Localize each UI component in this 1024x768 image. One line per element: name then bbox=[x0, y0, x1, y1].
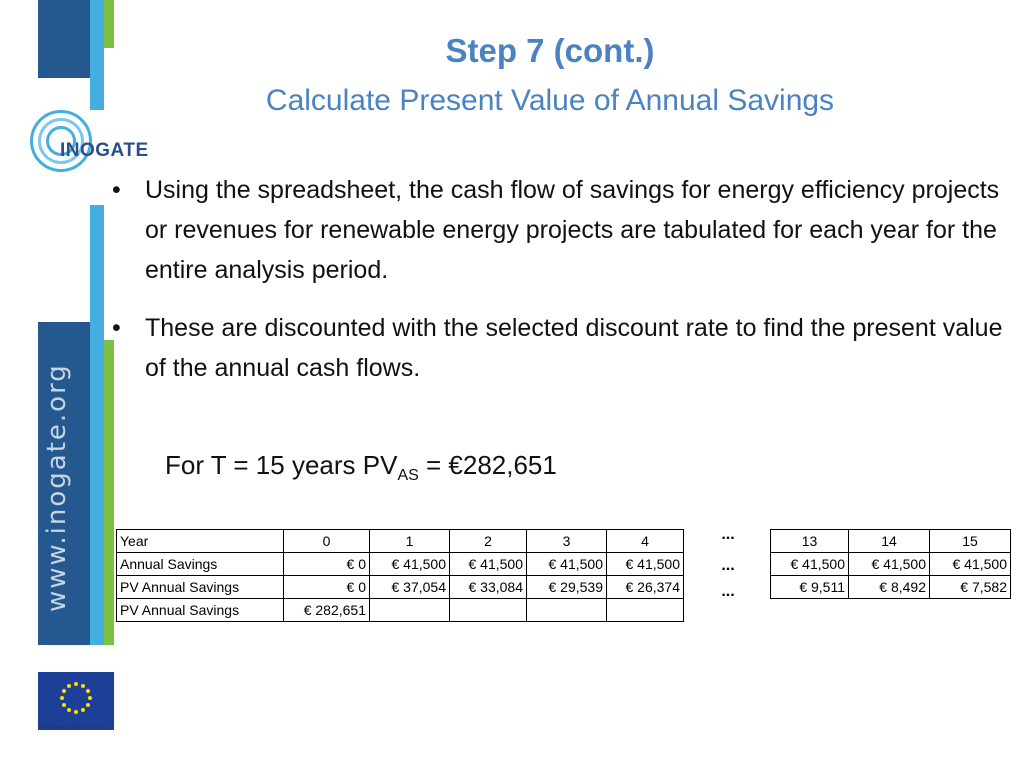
table-row bbox=[771, 553, 1011, 576]
table-row bbox=[117, 553, 684, 576]
table-cell: € 9,511 bbox=[771, 576, 849, 599]
table-row bbox=[771, 530, 1011, 553]
table-row bbox=[117, 576, 684, 599]
table-cell: € 41,500 bbox=[771, 553, 849, 576]
table-cell: € 41,500 bbox=[607, 553, 684, 576]
row-label: PV Annual Savings bbox=[117, 576, 284, 599]
table-cell: € 26,374 bbox=[607, 576, 684, 599]
table-row bbox=[771, 576, 1011, 599]
pv-formula bbox=[165, 450, 557, 485]
row-label: Annual Savings bbox=[117, 553, 284, 576]
table-cell: € 41,500 bbox=[450, 553, 527, 576]
row-label: PV Annual Savings bbox=[117, 599, 284, 622]
bullet-text: Using the spreadsheet, the cash flow of savings for energy efficiency projects or revenues for renewable energy projects are tabulated for each year for the entire analysis period. bbox=[145, 176, 1000, 284]
table-cell: € 41,500 bbox=[930, 553, 1011, 576]
eu-caption: PROGRAMME FUNDED BY THE EU bbox=[38, 724, 105, 729]
sidebar-strip-green-top bbox=[104, 0, 114, 48]
empty-cell bbox=[450, 599, 527, 622]
table-cell: 2 bbox=[450, 530, 527, 553]
table-cell: € 29,539 bbox=[527, 576, 607, 599]
table-cell: € 282,651 bbox=[284, 599, 370, 622]
table-cell: € 0 bbox=[284, 553, 370, 576]
sidebar-strip-dark-top bbox=[38, 0, 90, 78]
slide-title: Step 7 (cont.) bbox=[445, 32, 655, 69]
table-cell: 3 bbox=[527, 530, 607, 553]
eu-stars-icon bbox=[38, 672, 114, 730]
bullet-item bbox=[112, 308, 1017, 388]
ellipsis-marker: ... bbox=[721, 583, 735, 600]
empty-cell bbox=[607, 599, 684, 622]
ellipsis-marker: ... bbox=[721, 526, 735, 543]
table-cell: € 0 bbox=[284, 576, 370, 599]
table-cell: € 41,500 bbox=[527, 553, 607, 576]
table-cell: 0 bbox=[284, 530, 370, 553]
ellipsis-marker: ... bbox=[721, 557, 735, 574]
table-cell: € 7,582 bbox=[930, 576, 1011, 599]
row-label: Year bbox=[117, 530, 284, 553]
bullet-text: These are discounted with the selected discount rate to find the present value of the annual cash flows. bbox=[145, 314, 1003, 382]
table-row bbox=[117, 530, 684, 553]
sidebar-strip-light-top bbox=[90, 0, 104, 110]
table-cell: € 8,492 bbox=[849, 576, 930, 599]
side-url-text: www.inogate.org bbox=[42, 363, 72, 612]
empty-cell bbox=[527, 599, 607, 622]
eu-flag-icon bbox=[38, 672, 114, 730]
empty-cell bbox=[370, 599, 450, 622]
spreadsheet-table-left bbox=[116, 529, 684, 622]
bullet-dot-icon: • bbox=[112, 314, 121, 342]
formula-subscript: AS bbox=[397, 467, 419, 485]
inogate-logo-text: INOGATE bbox=[60, 140, 149, 161]
bullet-item bbox=[112, 170, 1017, 290]
formula-prefix: For T = 15 years PV bbox=[165, 450, 398, 480]
table-cell: € 33,084 bbox=[450, 576, 527, 599]
table-row bbox=[117, 599, 684, 622]
bullet-dot-icon: • bbox=[112, 176, 121, 204]
table-cell: 13 bbox=[771, 530, 849, 553]
slide-subtitle: Calculate Present Value of Annual Savings bbox=[265, 84, 835, 117]
sidebar-strip-light-mid bbox=[90, 205, 104, 645]
formula-result: = €282,651 bbox=[418, 450, 557, 480]
bullet-list bbox=[112, 170, 1017, 406]
table-cell: 15 bbox=[930, 530, 1011, 553]
table-cell: € 41,500 bbox=[370, 553, 450, 576]
table-cell: 4 bbox=[607, 530, 684, 553]
table-cell: 14 bbox=[849, 530, 930, 553]
spreadsheet-table-right bbox=[770, 529, 1011, 599]
table-cell: 1 bbox=[370, 530, 450, 553]
table-cell: € 37,054 bbox=[370, 576, 450, 599]
table-cell: € 41,500 bbox=[849, 553, 930, 576]
